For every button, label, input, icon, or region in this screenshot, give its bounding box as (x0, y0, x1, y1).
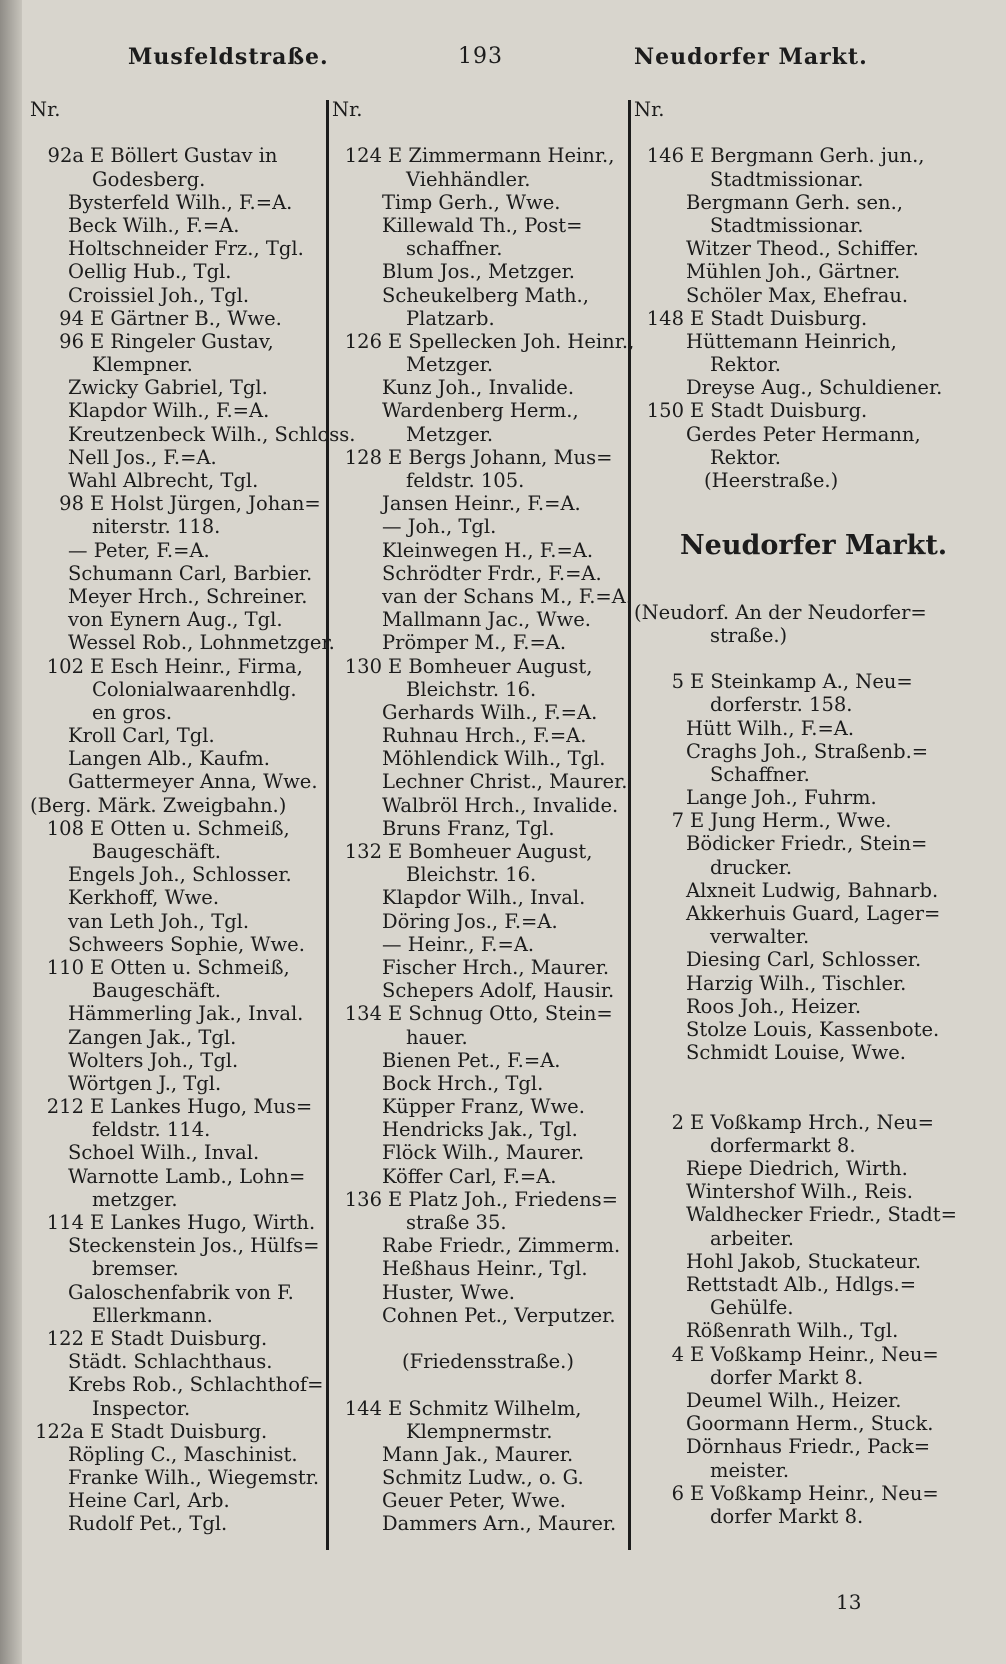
resident-entry: Schweers Sophie, Wwe. (68, 932, 305, 956)
entry-continuation: meister. (710, 1458, 790, 1482)
house-number: 96 (59, 329, 84, 353)
resident-entry: Döring Jos., F.=A. (382, 909, 558, 933)
resident-entry: Hämmerling Jak., Inval. (68, 1002, 304, 1026)
blank-line (332, 121, 632, 144)
entry-continuation: Klempnermstr. (406, 1419, 553, 1443)
house-entry (634, 144, 984, 167)
resident-entry: Rettstadt Alb., Hdlgs.= (686, 1273, 917, 1296)
entry-continuation: dorfermarkt 8. (710, 1133, 856, 1157)
resident-entry: Wörtgen J., Tgl. (68, 1071, 222, 1095)
resident-entry: Huster, Wwe. (382, 1280, 515, 1304)
house-number: 212 (46, 1095, 84, 1119)
resident-entry: Zangen Jak., Tgl. (68, 1025, 237, 1049)
house-number: 126 (344, 329, 382, 353)
resident-entry: Röpling C., Maschinist. (68, 1442, 298, 1466)
location-note: (Berg. Märk. Zweigbahn.) (30, 793, 287, 817)
header-left-street: Musfeldstraße. (128, 44, 329, 70)
house-entry (30, 956, 330, 979)
resident-entry: Krebs Rob., Schlachthof= (68, 1373, 324, 1397)
resident-entry: Bödicker Friedr., Stein= (686, 832, 928, 856)
house-entry (332, 1188, 632, 1211)
owner-text: E Bomheuer August, (388, 840, 593, 863)
resident-entry: Alxneit Ludwig, Bahnarb. (686, 878, 939, 902)
house-entry (332, 655, 632, 678)
cross-street-note: (Friedensstraße.) (402, 1350, 574, 1374)
house-number: 124 (344, 144, 382, 168)
blank-line (30, 121, 330, 144)
entry-continuation: Godesberg. (92, 167, 206, 191)
house-number: 132 (344, 840, 382, 863)
house-entry (30, 307, 330, 330)
header-right-street: Neudorfer Markt. (634, 44, 868, 70)
resident-entry: Mallmann Jac., Wwe. (382, 608, 591, 632)
entry-continuation: metzger. (92, 1187, 178, 1211)
resident-entry: Bysterfeld Wilh., F.=A. (68, 190, 293, 214)
resident-entry: Bergmann Gerh. sen., (686, 190, 904, 214)
house-entry (634, 1343, 984, 1366)
entry-continuation: bremser. (92, 1257, 179, 1281)
resident-entry: Kerkhoff, Wwe. (68, 886, 220, 910)
entry-continuation: Inspector. (92, 1396, 191, 1420)
entry-continuation: Colonialwaarenhdlg. (92, 677, 297, 701)
entry-continuation: dorfer Markt 8. (710, 1365, 864, 1389)
resident-entry: Wolters Joh., Tgl. (68, 1048, 239, 1072)
resident-entry: Hüttemann Heinrich, (686, 329, 897, 353)
resident-entry: Hendricks Jak., Tgl. (382, 1118, 578, 1142)
location-note: (Neudorf. An der Neudorfer= (634, 600, 927, 624)
house-entry (30, 144, 330, 167)
resident-entry: Killewald Th., Post= (382, 213, 583, 237)
entry-continuation: Baugeschäft. (92, 979, 221, 1003)
owner-text: E Otten u. Schmeiß, (90, 955, 290, 979)
entry-continuation: verwalter. (710, 925, 810, 949)
entry-continuation: drucker. (710, 855, 793, 879)
house-entry (30, 655, 330, 678)
resident-entry: Craghs Joh., Straßenb.= (686, 739, 929, 763)
entry-continuation: Metzger. (406, 422, 494, 446)
entry-continuation: Ellerkmann. (92, 1303, 213, 1327)
owner-text: E Lankes Hugo, Wirth. (90, 1211, 316, 1234)
owner-text: E Ringeler Gustav, (90, 329, 274, 353)
house-number: 7 (671, 809, 684, 833)
column-header-nr: Nr. (332, 98, 363, 121)
blank-line (332, 1327, 632, 1350)
blank-line (634, 121, 984, 144)
resident-entry: Jansen Heinr., F.=A. (382, 492, 581, 516)
resident-entry: Schöler Max, Ehefrau. (686, 283, 909, 307)
cross-street-note: (Heerstraße.) (704, 469, 839, 492)
house-entry (30, 1211, 330, 1234)
owner-text: E Esch Heinr., Firma, (90, 654, 303, 678)
resident-entry: Rößenrath Wilh., Tgl. (686, 1319, 899, 1343)
resident-entry: Wintershof Wilh., Reis. (686, 1180, 913, 1204)
resident-entry: Lange Joh., Fuhrm. (686, 786, 877, 810)
column-1 (30, 98, 356, 1536)
owner-text: E Stadt Duisburg. (90, 1326, 268, 1350)
resident-entry: Kunz Joh., Invalide. (382, 376, 575, 400)
resident-entry: Steckenstein Jos., Hülfs= (68, 1234, 320, 1258)
resident-entry: Klapdor Wilh., F.=A. (68, 399, 270, 423)
resident-entry: Meyer Hrch., Schreiner. (68, 584, 308, 608)
house-entry (634, 1482, 984, 1505)
house-entry (634, 809, 984, 832)
owner-text: E Bergs Johann, Mus= (388, 445, 613, 469)
resident-entry: Akkerhuis Guard, Lager= (686, 902, 941, 925)
blank-line (634, 492, 984, 515)
entry-continuation: feldstr. 114. (92, 1118, 211, 1142)
house-entry (332, 1397, 632, 1420)
owner-text: E Schmitz Wilhelm, (388, 1396, 582, 1420)
resident-entry: Dammers Arn., Maurer. (382, 1512, 617, 1536)
entry-continuation: dorfer Markt 8. (710, 1504, 864, 1528)
resident-entry: Engels Joh., Schlosser. (68, 863, 292, 887)
resident-entry: Kreutzenbeck Wilh., Schloss. (68, 422, 356, 446)
resident-entry: Holtschneider Frz., Tgl. (68, 237, 304, 261)
house-number: 4 (671, 1342, 684, 1366)
owner-text: E Zimmermann Heinr., (388, 144, 615, 168)
entry-continuation: Baugeschäft. (92, 840, 221, 863)
house-number: 122a (35, 1419, 84, 1443)
resident-entry: Waldhecker Friedr., Stadt= (686, 1203, 957, 1227)
house-entry (332, 1002, 632, 1025)
entry-continuation: straße 35. (406, 1211, 507, 1234)
house-number: 146 (646, 144, 684, 168)
owner-text: E Schnug Otto, Stein= (388, 1002, 613, 1026)
resident-entry: Kroll Carl, Tgl. (68, 724, 215, 748)
owner-text: E Stadt Duisburg. (690, 306, 868, 330)
house-entry (30, 1095, 330, 1118)
entry-continuation: hauer. (406, 1025, 468, 1049)
house-number: 6 (671, 1481, 684, 1505)
house-entry (30, 817, 330, 840)
resident-entry: Nell Jos., F.=A. (68, 445, 217, 469)
page-number: 193 (458, 44, 503, 69)
house-number: 98 (59, 492, 84, 516)
owner-text: E Platz Joh., Friedens= (388, 1187, 618, 1211)
resident-entry: Kleinwegen H., F.=A. (382, 538, 594, 562)
blank-line (634, 1064, 984, 1087)
resident-entry: Bock Hrch., Tgl. (382, 1071, 544, 1095)
book-spine-shadow (0, 0, 22, 1664)
entry-continuation: en gros. (92, 700, 173, 724)
resident-entry: Fischer Hrch., Maurer. (382, 955, 610, 979)
owner-text: E Stadt Duisburg. (690, 399, 868, 423)
resident-entry: Galoschenfabrik von F. (68, 1280, 294, 1304)
house-entry (634, 399, 984, 422)
house-entry (332, 840, 632, 863)
resident-entry: Flöck Wilh., Maurer. (382, 1141, 585, 1165)
house-number: 114 (46, 1211, 84, 1234)
resident-entry: Schmidt Louise, Wwe. (686, 1041, 906, 1065)
resident-entry: Gerdes Peter Hermann, (686, 422, 921, 446)
resident-entry: Timp Gerh., Wwe. (382, 190, 561, 214)
resident-entry: Küpper Franz, Wwe. (382, 1095, 585, 1119)
owner-text: E Voßkamp Heinr., Neu= (690, 1481, 939, 1505)
house-number: 134 (344, 1002, 382, 1026)
column-2 (332, 98, 635, 1536)
resident-entry: Dreyse Aug., Schuldiener. (686, 376, 943, 400)
house-number: 150 (646, 399, 684, 423)
resident-entry: Schmitz Ludw., o. G. (382, 1466, 584, 1490)
resident-entry: — Peter, F.=A. (68, 538, 210, 562)
house-number: 122 (46, 1326, 84, 1350)
resident-entry: Harzig Wilh., Tischler. (686, 971, 907, 995)
resident-entry: Schumann Carl, Barbier. (68, 561, 313, 585)
house-number: 2 (671, 1110, 684, 1134)
owner-text: E Holst Jürgen, Johan= (90, 492, 321, 516)
owner-text: E Stadt Duisburg. (90, 1419, 268, 1443)
house-entry (332, 446, 632, 469)
resident-entry: Scheukelberg Math., (382, 283, 589, 307)
resident-entry: Franke Wilh., Wiegemstr. (68, 1466, 320, 1490)
entry-continuation: feldstr. 105. (406, 469, 525, 492)
entry-continuation: Klempner. (92, 353, 193, 377)
entry-continuation: Stadtmissionar. (710, 213, 864, 237)
house-entry (30, 1420, 330, 1443)
entry-continuation: Metzger. (406, 353, 494, 377)
resident-entry: Klapdor Wilh., Inval. (382, 886, 586, 910)
resident-entry: Prömper M., F.=A. (382, 631, 567, 655)
resident-entry: Witzer Theod., Schiffer. (686, 237, 919, 261)
resident-entry: Möhlendick Wilh., Tgl. (382, 747, 606, 771)
signature-mark: 13 (836, 1590, 862, 1614)
owner-text: E Bergmann Gerh. jun., (690, 144, 925, 168)
resident-entry: Geuer Peter, Wwe. (382, 1489, 566, 1513)
entry-continuation: Bleichstr. 16. (406, 677, 537, 701)
resident-entry: Stolze Louis, Kassenbote. (686, 1017, 940, 1041)
entry-continuation: Rektor. (710, 353, 781, 377)
location-note-continuation: straße.) (710, 623, 788, 647)
resident-entry: Wahl Albrecht, Tgl. (68, 469, 259, 492)
entry-continuation: Bleichstr. 16. (406, 863, 537, 887)
resident-entry: Heßhaus Heinr., Tgl. (382, 1257, 588, 1281)
resident-entry: Schepers Adolf, Hausir. (382, 979, 615, 1003)
resident-entry: Deumel Wilh., Heizer. (686, 1388, 902, 1412)
house-number: 110 (46, 955, 84, 979)
resident-entry: Heine Carl, Arb. (68, 1489, 230, 1513)
resident-entry: Rabe Friedr., Zimmerm. (382, 1234, 621, 1258)
owner-text: E Gärtner B., Wwe. (90, 306, 282, 330)
resident-entry: Wessel Rob., Lohnmetzger. (68, 631, 335, 655)
owner-text: E Bomheuer August, (388, 654, 593, 678)
entry-continuation: Schaffner. (710, 762, 810, 786)
house-number: 130 (344, 654, 382, 678)
house-number: 5 (671, 670, 684, 694)
resident-entry: Lechner Christ., Maurer. (382, 770, 628, 794)
blank-line (634, 647, 984, 670)
resident-entry: Dörnhaus Friedr., Pack= (686, 1435, 931, 1459)
resident-entry: Croissiel Joh., Tgl. (68, 283, 250, 307)
resident-entry: Schoel Wilh., Inval. (68, 1141, 260, 1165)
column-header-nr: Nr. (634, 98, 665, 121)
blank-line (634, 1088, 984, 1111)
resident-entry: Bienen Pet., F.=A. (382, 1048, 561, 1072)
resident-entry: Langen Alb., Kaufm. (68, 747, 270, 771)
resident-entry: Riepe Diedrich, Wirth. (686, 1157, 908, 1181)
house-entry (332, 329, 635, 353)
house-entry (634, 670, 984, 693)
house-entry (30, 330, 330, 353)
resident-entry: Walbröl Hrch., Invalide. (382, 793, 619, 817)
resident-entry: — Heinr., F.=A. (382, 932, 535, 956)
resident-entry: Oellig Hub., Tgl. (68, 260, 232, 284)
house-number: 136 (344, 1187, 382, 1211)
house-number: 92a (47, 144, 84, 168)
resident-entry: Köffer Carl, F.=A. (382, 1164, 557, 1188)
house-number: 148 (646, 306, 684, 330)
resident-entry: Mühlen Joh., Gärtner. (686, 260, 901, 284)
entry-continuation: Rektor. (710, 445, 781, 469)
resident-entry: Bruns Franz, Tgl. (382, 816, 555, 840)
owner-text: E Voßkamp Hrch., Neu= (690, 1110, 935, 1134)
resident-entry: Roos Joh., Heizer. (686, 994, 862, 1018)
entry-continuation: Platzarb. (406, 306, 495, 330)
owner-text: E Voßkamp Heinr., Neu= (690, 1342, 939, 1366)
resident-entry: Mann Jak., Maurer. (382, 1442, 574, 1466)
house-number: 108 (46, 816, 84, 840)
resident-entry: Gattermeyer Anna, Wwe. (68, 770, 318, 794)
entry-continuation: Gehülfe. (710, 1296, 794, 1320)
house-entry (634, 307, 984, 330)
house-number: 102 (46, 654, 84, 678)
entry-continuation: schaffner. (406, 237, 503, 261)
resident-entry: van Leth Joh., Tgl. (68, 909, 250, 933)
owner-text: E Spellecken Joh. Heinr., (388, 329, 635, 353)
resident-entry: Ruhnau Hrch., F.=A. (382, 724, 587, 748)
house-entry (634, 1111, 984, 1134)
blank-line (332, 1373, 632, 1396)
entry-continuation: Stadtmissionar. (710, 167, 864, 191)
resident-entry: Cohnen Pet., Verputzer. (382, 1303, 616, 1327)
resident-entry: Goormann Herm., Stuck. (686, 1412, 934, 1436)
entry-continuation: arbeiter. (710, 1226, 794, 1250)
resident-entry: von Eynern Aug., Tgl. (68, 608, 283, 632)
owner-text: E Lankes Hugo, Mus= (90, 1095, 313, 1119)
resident-entry: Wardenberg Herm., (382, 399, 579, 423)
blank-line (634, 577, 984, 600)
resident-entry: Hütt Wilh., F.=A. (686, 716, 855, 740)
resident-entry: Zwicky Gabriel, Tgl. (68, 376, 268, 400)
resident-entry: Warnotte Lamb., Lohn= (68, 1164, 306, 1188)
entry-continuation: niterstr. 118. (92, 515, 221, 539)
house-entry (30, 492, 330, 515)
house-entry (30, 1327, 330, 1350)
resident-entry: Blum Jos., Metzger. (382, 260, 575, 284)
owner-text: E Otten u. Schmeiß, (90, 816, 290, 840)
resident-entry: — Joh., Tgl. (382, 515, 497, 539)
resident-entry: Beck Wilh., F.=A. (68, 213, 240, 237)
house-number: 94 (59, 306, 84, 330)
resident-entry: Städt. Schlachthaus. (68, 1350, 273, 1374)
owner-text: E Böllert Gustav in (90, 144, 278, 168)
entry-continuation: dorferstr. 158. (710, 693, 853, 717)
resident-entry: Schrödter Frdr., F.=A. (382, 561, 602, 585)
house-entry (332, 144, 632, 167)
resident-entry: Rudolf Pet., Tgl. (68, 1512, 228, 1536)
resident-entry: van der Schans M., F.=A. (382, 584, 633, 608)
entry-continuation: Viehhändler. (406, 167, 531, 191)
house-number: 144 (344, 1396, 382, 1420)
house-number: 128 (344, 445, 382, 469)
resident-entry: Hohl Jakob, Stuckateur. (686, 1249, 922, 1273)
resident-entry: Diesing Carl, Schlosser. (686, 948, 922, 972)
resident-entry: Gerhards Wilh., F.=A. (382, 700, 598, 724)
column-header-nr: Nr. (30, 98, 61, 121)
owner-text: E Steinkamp A., Neu= (690, 670, 913, 694)
column-3 (634, 98, 984, 1528)
section-title: Neudorfer Markt. (680, 530, 948, 562)
owner-text: E Jung Herm., Wwe. (690, 809, 892, 833)
